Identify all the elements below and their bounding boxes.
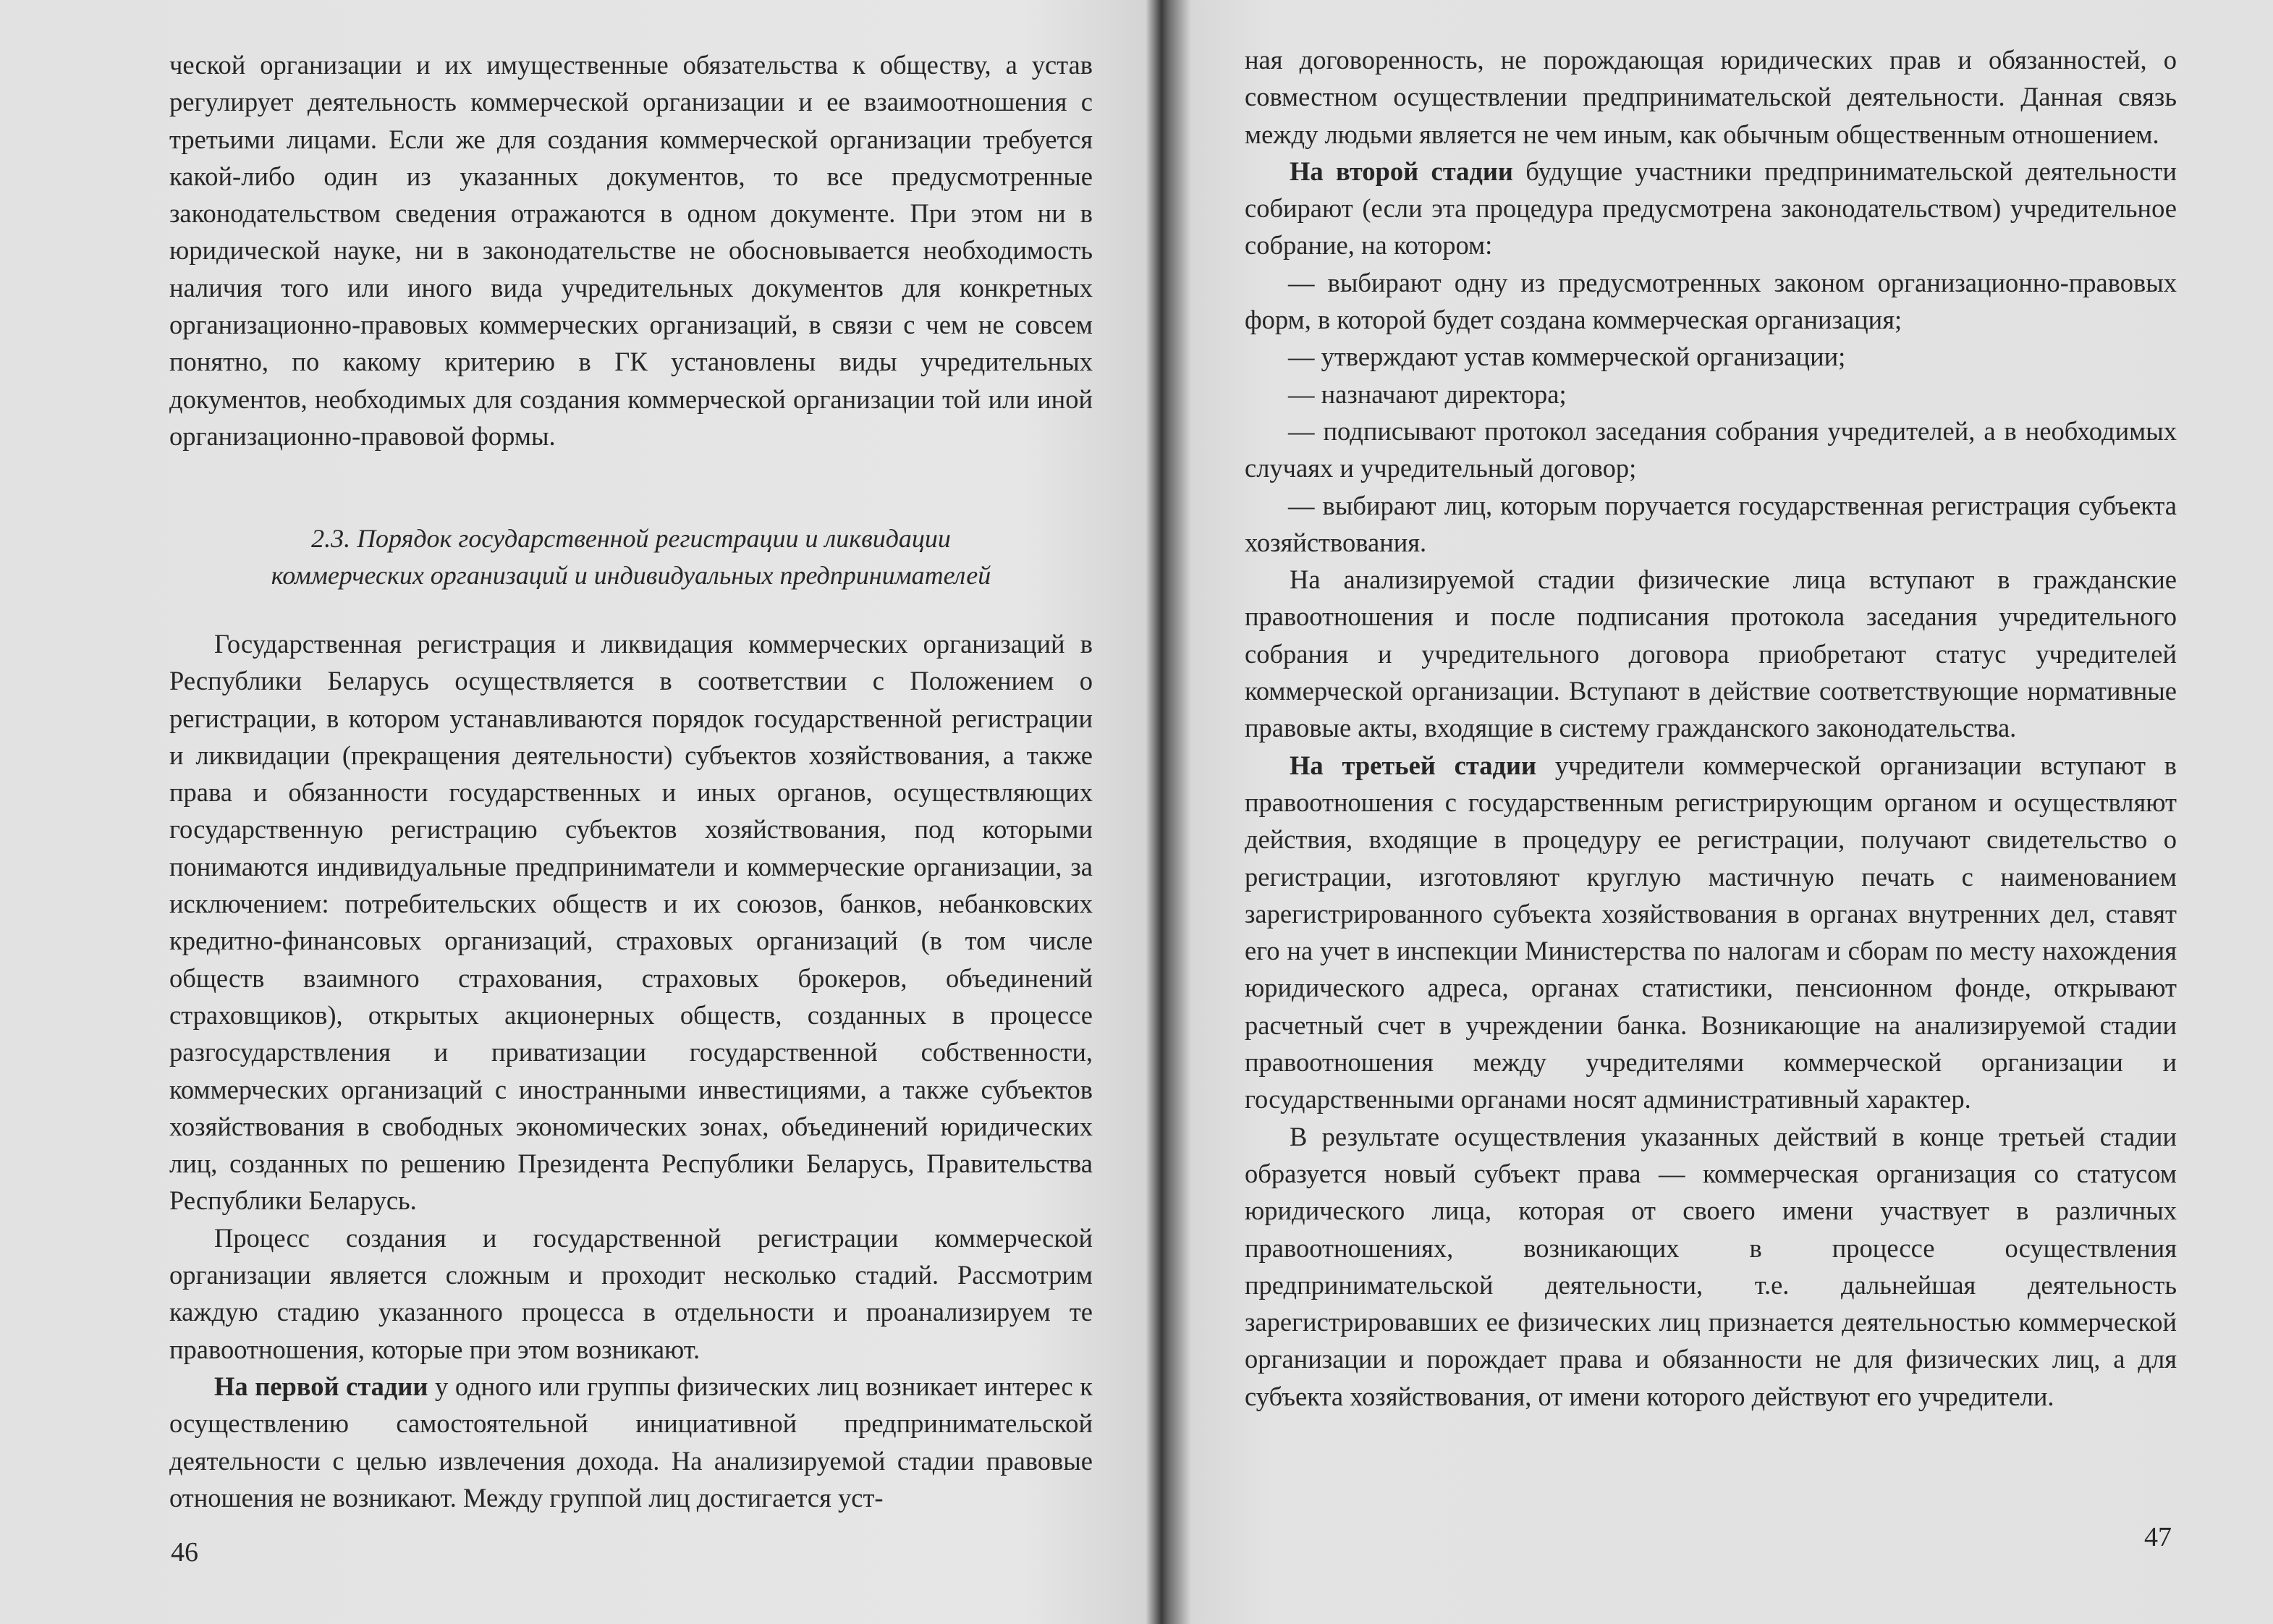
right-page [1165,0,2273,1624]
third-stage-lead: На третьей стадии [1290,750,1537,780]
list-item: — подписывают протокол заседания собрания учредителей, а в необходимых случаях и учредительный договор; [1245,415,2177,483]
list-item: — выбирают лиц, которым поручается государственная регистрация субъекта хозяйствования. [1245,490,2177,557]
right-paragraph-2 [1245,153,2177,264]
list-item: — назначают директора; [1288,378,1567,409]
section-heading-line-2: коммерческих организаций и индивидуальных предпринимателей [271,561,991,590]
left-paragraph-3 [169,1368,1093,1516]
first-stage-text: у одного или группы физических лиц возникает интерес к осуществлению самостоятельной инициативной предпринимательской деятельности с целью извлечения дохода. На анализируемой стадии правовые отношения не возникают. Между группой лиц достигается уст- [169,1371,1093,1513]
right-paragraph-4 [1245,747,2177,1118]
left-paragraph-1: Государственная регистрация и ликвидация коммерческих организаций в Республики Беларусь осуществляется в соответствии с Положением о регистрации, в котором устанавливаются порядок государственной регистрации и ликвидации (прекращения деятельности) субъектов хозяйствования, а также права и обязанности государственных и иных органов, осуществляющих государственную регистрацию субъектов хозяйствования, под которыми понимаются индивидуальные предприниматели и коммерческие организации, за исключением: потребительских обществ и их союзов, банков, небанковских кредитно-финансовых организаций, страховых организаций (в том числе обществ взаимного страхования, страховых брокеров, объединений страховщиков), открытых акционерных обществ, созданных в процессе разгосударствления и приватизации государственной собственности, коммерческих организаций с иностранными инвестициями, а также субъектов хозяйствования в свободных экономических зонах, объединений юридических лиц, созданных по решению Президента Республики Беларусь, Правительства Республики Беларусь. [169,629,1093,1216]
left-page-number: 46 [171,1537,198,1568]
first-stage-lead: На первой стадии [214,1371,428,1401]
list-item: — выбирают одну из предусмотренных законом организационно-правовых форм, в которой будет создана коммерческая организация; [1245,267,2177,335]
section-heading-line-1: 2.3. Порядок государственной регистрации и ликвидации [311,524,951,553]
left-top-paragraph: ческой организации и их имущественные обязательства к обществу, а устав регулирует деятельность коммерческой организации и ее взаимоотношения с третьими лицами. Если же для создания коммерческой организации требуется какой-либо один из указанных документов, то все предусмотренные законодательством сведения отражаются в одном документе. При этом ни в юридической науке, ни в законодательстве не обосновывается необходимость наличия того или иного вида учредительных документов для конкретных организационно-правовых коммерческих организаций, в связи с чем не совсем понятно, по какому критерию в ГК установлены виды учредительных документов, необходимых для создания коммерческой организации той или иной организационно-правовой формы. [169,50,1093,451]
left-paragraph-2: Процесс создания и государственной регистрации коммерческой организации является сложным и проходит несколько стадий. Рассмотрим каждую стадию указанного процесса в отдельности и проанализируем те правоотношения, которые при этом возникают. [169,1222,1093,1364]
left-body-text [169,625,1093,1516]
section-heading [169,520,1093,594]
right-body-text [1245,41,2177,1415]
second-stage-lead: На второй стадии [1290,156,1513,186]
second-stage-text: будущие участники предпринимательской деятельности собирают (если эта процедура предусмотрена законодательством) учредительное собрание, на котором: [1245,156,2177,261]
right-paragraph-1: ная договоренность, не порождающая юридических прав и обязанностей, о совместном осуществлении предпринимательской деятельности. Данная связь между людьми является не чем иным, как обычным общественным отношением. [1245,45,2177,149]
left-top-text [169,46,1093,454]
right-page-number: 47 [2144,1522,2172,1552]
right-paragraph-3: На анализируемой стадии физические лица вступают в гражданские правоотношения и после подписания протокола заседания учредительного собрания и учредительного договора приобретают статус учредителей коммерческой организации. Вступают в действие соответствующие нормативные правовые акты, входящие в систему гражданского законодательства. [1245,564,2177,743]
third-stage-text: учредители коммерческой организации вступают в правоотношения с государственным регистрирующим органом и осуществляют действия, входящие в процедуру ее регистрации, получают свидетельство о регистрации, изготовляют круглую мастичную печать с наименованием зарегистрированного субъекта хозяйствования в органах внутренних дел, ставят его на учет в инспекции Министерства по налогам и сборам по месту нахождения юридического адреса, органах статистики, пенсионном фонде, открывают расчетный счет в учреждении банка. Возникающие на анализируемой стадии правоотношения между учредителями коммерческой организации и государственными органами носят административный характер. [1245,750,2177,1115]
list-item: — утверждают устав коммерческой организации; [1288,342,1846,372]
right-paragraph-5: В результате осуществления указанных действий в конце третьей стадии образуется новый субъект права — коммерческая организация со статусом юридического лица, которая от своего имени участвует в различных правоотношениях, возникающих в процессе осуществления предпринимательской деятельности, т.е. дальнейшая деятельность зарегистрировавших ее физических лиц признается деятельностью коммерческой организации и порождает права и обязанности не для физических лиц, а для субъекта хозяйствования, от имени которого действуют его учредители. [1245,1121,2177,1411]
